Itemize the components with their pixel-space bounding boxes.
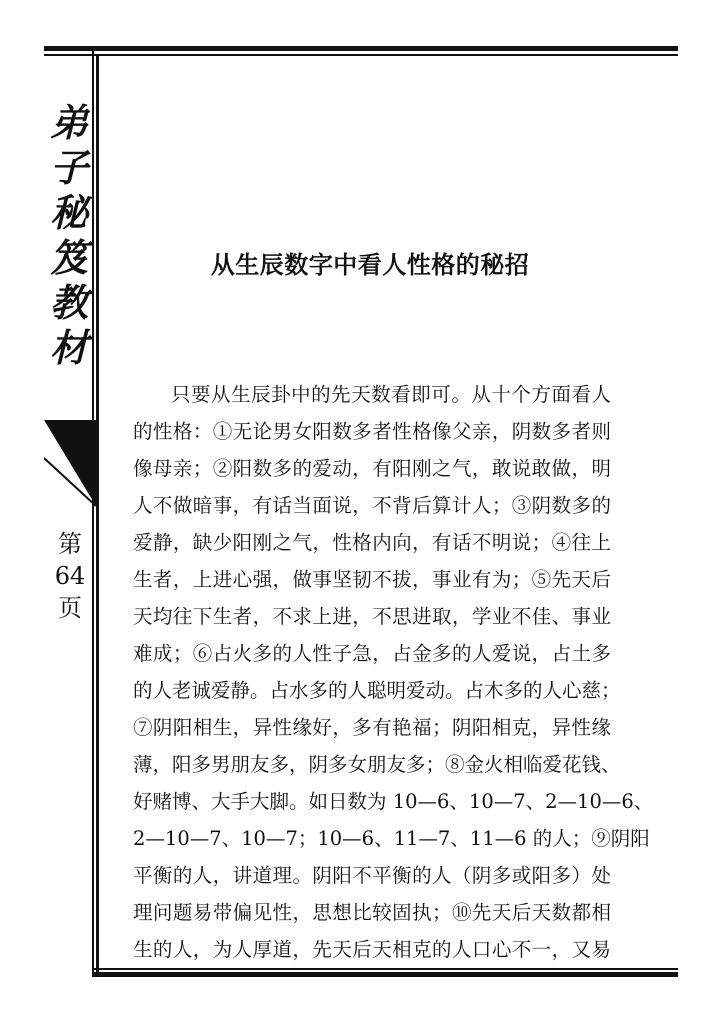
sidebar-title-char: 子 [49,145,88,190]
body-line: 生者，上进心强，做事坚韧不拔，事业有为；⑤先天后 [133,568,611,591]
top-rule-thin [44,54,678,56]
body-line: 天均往下生者，不求上进，不思进取，学业不佳、事业 [133,605,611,628]
vertical-rule-outer [92,46,94,976]
bottom-rule-thick [92,972,678,977]
body-line: 只要从生辰卦中的先天数看即可。从十个方面看人 [171,383,611,406]
body-line: 生的人，为人厚道，先天后天相克的人口心不一，又易 [133,938,611,961]
body-line: 爱静，缺少阳刚之气，性格内向，有话不明说；④往上 [133,531,611,554]
sidebar-title-char: 笈 [49,235,88,280]
page-number: 64 [54,562,86,590]
body-line: 像母亲；②阳数多的爱动，有阳刚之气，敢说敢做，明 [133,457,611,480]
article-body [133,376,654,968]
body-line: ⑦阴阳相生，异性缘好，多有艳福；阴阳相克，异性缘 [133,716,611,739]
top-rule-thick [44,46,678,51]
page-label-prefix: 第 [58,530,82,558]
section-tab-marker [44,420,100,510]
sidebar-title-char: 教 [49,280,88,325]
body-line: 薄，阳多男朋友多，阴多女朋友多；⑧金火相临爱花钱、 [133,753,621,776]
body-line: 平衡的人，讲道理。阴阳不平衡的人（阴多或阳多）处 [133,864,611,887]
body-line: 2—10—7、10—7；10—6、11—7、11—6 的人；⑨阴阳 [133,827,650,850]
bottom-rule-thin [92,968,678,970]
body-line: 的性格：①无论男女阳数多者性格像父亲，阴数多者则 [133,420,611,443]
sidebar-title [48,100,90,370]
body-line: 好赌博、大手大脚。如日数为 10—6、10—7、2—10—6、 [133,790,654,813]
body-line: 的人老诚爱静。占水多的人聪明爱动。占木多的人心慈； [133,679,621,702]
page-label-suffix: 页 [58,594,82,622]
article-heading: 从生辰数字中看人性格的秘招 [210,251,530,279]
vertical-rule-inner [96,54,99,976]
sidebar-title-char: 弟 [49,100,88,145]
body-line: 人不做暗事，有话当面说，不背后算计人；③阴数多的 [133,494,611,517]
body-line: 难成；⑥占火多的人性子急，占金多的人爱说，占土多 [133,642,611,665]
sidebar-title-char: 材 [49,325,88,370]
page-number-label [50,528,90,624]
sidebar-title-char: 秘 [49,190,88,235]
body-line: 理问题易带偏见性，思想比较固执；⑩先天后天数都相 [133,901,611,924]
